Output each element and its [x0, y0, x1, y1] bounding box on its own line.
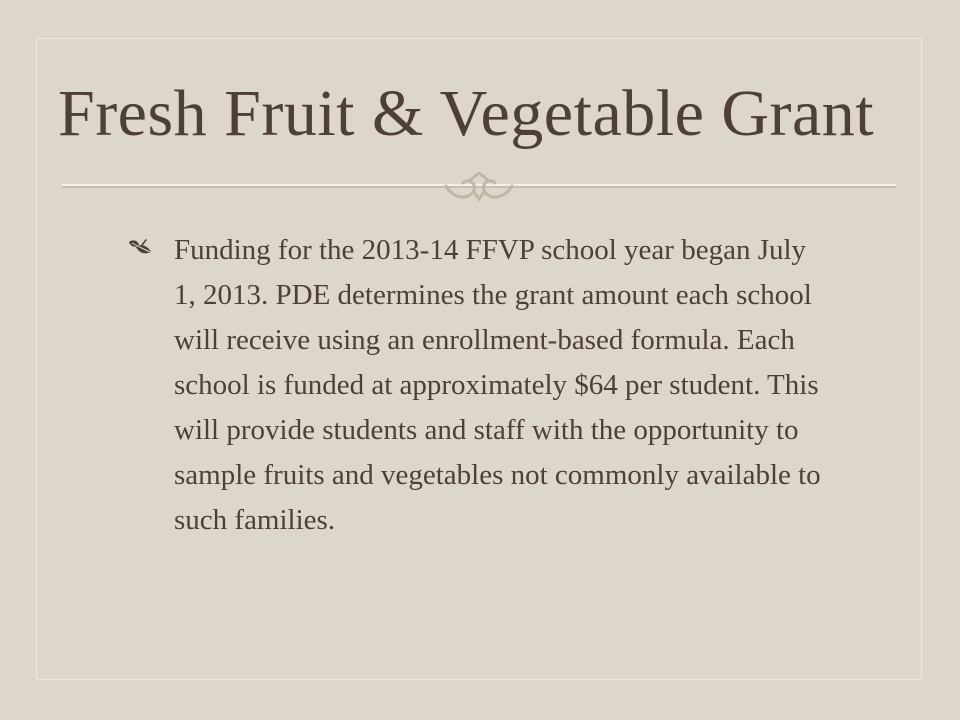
ornamental-divider: [62, 172, 896, 202]
bullet-text: Funding for the 2013-14 FFVP school year began July 1, 2013. PDE determines the grant amount each school will receive using an enrollment-based formula. Each school is funded at approximately $64 per student. This will provide students and staff with the opportunity to sample fruits and vegetables not commonly available to such families.: [174, 234, 821, 536]
slide-title: Fresh Fruit & Vegetable Grant: [58, 77, 875, 150]
leaf-bullet-icon: [128, 238, 152, 256]
